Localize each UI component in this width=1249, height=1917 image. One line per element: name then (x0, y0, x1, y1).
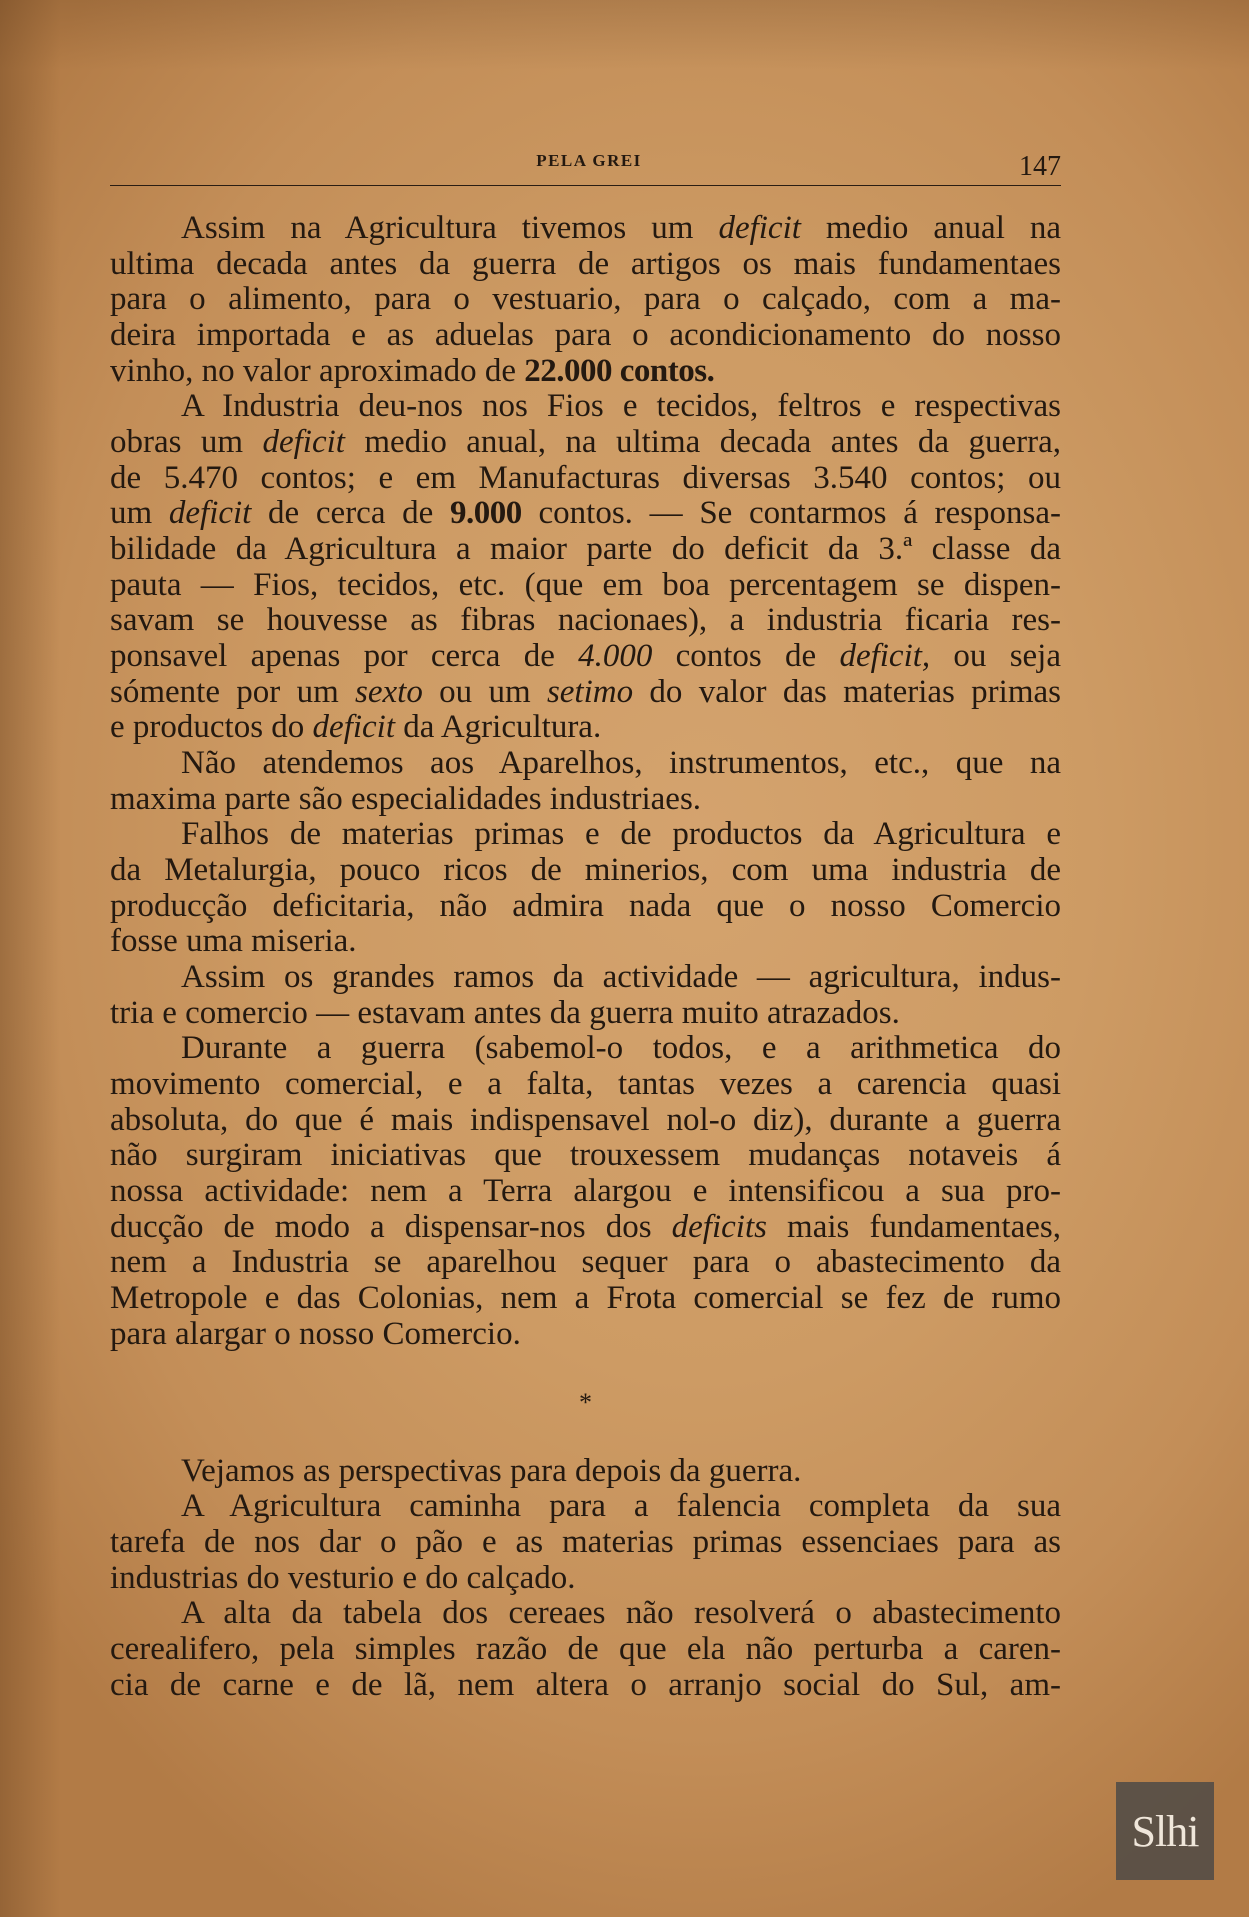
text-line (110, 746, 1061, 782)
text-run: ponsavel apenas por cerca de (110, 638, 579, 675)
text-line (110, 1103, 1061, 1139)
text-run: ultima decada antes da guerra de artigos os mais fundamentaes (110, 245, 1061, 282)
text-line (110, 1454, 1061, 1490)
text-line (110, 1245, 1061, 1281)
text-line (110, 1668, 1061, 1704)
text-run: producção deficitaria, não admira nada que o nosso Comercio (110, 887, 1061, 924)
text-line (110, 1317, 1061, 1353)
text-run: de 5.470 contos; e em Manufacturas diversas 3.540 contos; ou (110, 459, 1061, 496)
text-run: de cerca de (251, 495, 451, 532)
text-run: fosse uma miseria. (110, 923, 357, 960)
text-run: bilidade da Agricultura a maior parte do deficit da 3.ª classe da (110, 531, 1061, 568)
paragraph (110, 1489, 1061, 1596)
text-run: da Agricultura. (395, 709, 602, 746)
text-run: e productos do (110, 709, 313, 746)
text-run: obras um (110, 424, 263, 461)
text-line (110, 889, 1061, 925)
running-title: PELA GREI (536, 151, 642, 170)
text-run: maxima parte são especialidades industriaes. (110, 780, 702, 817)
text-line (110, 318, 1061, 354)
asterisk-ornament: * (579, 1388, 592, 1417)
text-run: um (110, 495, 169, 532)
text-line (110, 532, 1061, 568)
text-line (110, 354, 1061, 390)
text-run: Vejamos as perspectivas para depois da guerra. (181, 1452, 802, 1489)
text-line (110, 853, 1061, 889)
text-line (110, 1596, 1061, 1632)
text-line (110, 1031, 1061, 1067)
paragraph (110, 211, 1061, 389)
text-line (110, 782, 1061, 818)
text-run: deira importada e as aduelas para o acondicionamento do nosso (110, 317, 1061, 354)
text-line (110, 924, 1061, 960)
paragraph (110, 960, 1061, 1031)
text-line (110, 710, 1061, 746)
italic-text: deficit (262, 424, 345, 461)
text-line (110, 996, 1061, 1032)
text-line (110, 817, 1061, 853)
logo-text: Slhi (1131, 1806, 1199, 1856)
text-line (110, 568, 1061, 604)
text-run: Assim na Agricultura tivemos um (181, 210, 719, 246)
text-run: industrias do vesturio e do calçado. (110, 1559, 576, 1596)
text-run: vinho, no valor aproximado de (110, 352, 525, 389)
bold-text: 22.000 contos. (524, 352, 715, 389)
text-run: contos. — Se contarmos á responsa- (521, 495, 1061, 532)
text-run: A Agricultura caminha para a falencia completa da sua (181, 1488, 1061, 1525)
library-watermark-logo (1116, 1782, 1214, 1880)
paragraph (110, 1031, 1061, 1352)
text-run: A Industria deu-nos nos Fios e tecidos, feltros e respectivas (181, 388, 1061, 425)
text-line (110, 425, 1061, 461)
text-run: pauta — Fios, tecidos, etc. (que em boa percentagem se dispen- (110, 566, 1061, 603)
text-run: absoluta, do que é mais indispensavel nol-o diz), durante a guerra (110, 1101, 1061, 1138)
text-run: tarefa de nos dar o pão e as materias primas essenciaes para as (110, 1523, 1061, 1560)
italic-text: 4.000 (578, 638, 653, 675)
text-run: cerealifero, pela simples razão de que ela não perturba a caren- (110, 1630, 1061, 1667)
text-run: nossa actividade: nem a Terra alargou e intensificou a sua pro- (110, 1173, 1061, 1210)
paragraph (110, 1454, 1061, 1490)
italic-text: deficits (671, 1208, 767, 1245)
paragraph (110, 746, 1061, 817)
text-line (110, 211, 1061, 247)
text-run: Durante a guerra (sabemol-o todos, e a arithmetica do (181, 1030, 1061, 1067)
text-run: Metropole e das Colonias, nem a Frota comercial se fez de rumo (110, 1280, 1061, 1317)
text-section (110, 1454, 1061, 1704)
text-run: tria e comercio — estavam antes da guerra muito atrazados. (110, 994, 900, 1031)
text-run: Assim os grandes ramos da actividade — agricultura, indus- (181, 959, 1061, 996)
bold-text: 9.000 (450, 495, 522, 532)
text-run: Não atendemos aos Aparelhos, instrumentos, etc., que na (181, 745, 1061, 782)
text-line (110, 675, 1061, 711)
text-line (110, 1489, 1061, 1525)
text-line (110, 1138, 1061, 1174)
section-break (110, 1353, 1061, 1454)
text-line (110, 1174, 1061, 1210)
text-run: da Metalurgia, pouco ricos de minerios, com uma industria de (110, 852, 1061, 889)
italic-text: deficit, (839, 638, 931, 675)
text-run: movimento comercial, e a falta, tantas vezes a carencia quasi (110, 1066, 1061, 1103)
italic-text: deficit (312, 709, 396, 746)
text-run: mais fundamentaes, (766, 1208, 1061, 1245)
italic-text: deficit (718, 210, 801, 246)
text-line (110, 1525, 1061, 1561)
text-line (110, 960, 1061, 996)
text-run: ou seja (930, 638, 1061, 675)
text-line (110, 389, 1061, 425)
text-section (110, 211, 1061, 1353)
page-number: 147 (1019, 151, 1061, 182)
header-rule (110, 185, 1061, 186)
text-line (110, 461, 1061, 497)
text-run: ducção de modo a dispensar-nos dos (110, 1208, 672, 1245)
text-run: A alta da tabela dos cereaes não resolverá o abastecimento (181, 1595, 1061, 1632)
text-run: para o alimento, para o vestuario, para o calçado, com a ma- (110, 281, 1061, 318)
paragraph (110, 817, 1061, 960)
text-run: cia de carne e de lã, nem altera o arranjo social do Sul, am- (110, 1666, 1061, 1703)
text-run: contos de (652, 638, 840, 675)
text-line (110, 1632, 1061, 1668)
text-run: nem a Industria se aparelhou sequer para o abastecimento da (110, 1244, 1061, 1281)
italic-text: deficit (168, 495, 252, 532)
italic-text: sexto (355, 673, 423, 710)
text-run: para alargar o nosso Comercio. (110, 1315, 521, 1352)
italic-text: setimo (546, 673, 634, 710)
text-line (110, 1210, 1061, 1246)
text-run: do valor das materias primas (633, 673, 1062, 710)
text-line (110, 639, 1061, 675)
text-line (110, 247, 1061, 283)
text-run: medio anual, na ultima decada antes da guerra, (344, 424, 1061, 461)
text-line (110, 1281, 1061, 1317)
text-run: sómente por um (110, 673, 356, 710)
body-text (110, 211, 1061, 1703)
text-line (110, 496, 1061, 532)
text-run: ou um (422, 673, 547, 710)
text-line (110, 1561, 1061, 1597)
text-run: medio anual na (800, 210, 1062, 246)
text-line (110, 1067, 1061, 1103)
text-line (110, 603, 1061, 639)
paragraph (110, 1596, 1061, 1703)
text-run: não surgiram iniciativas que trouxessem mudanças notaveis á (110, 1137, 1061, 1174)
paragraph (110, 389, 1061, 746)
text-run: Falhos de materias primas e de productos da Agricultura e (181, 816, 1061, 853)
text-run: savam se houvesse as fibras nacionaes), a industria ficaria res- (110, 602, 1061, 639)
text-line (110, 282, 1061, 318)
